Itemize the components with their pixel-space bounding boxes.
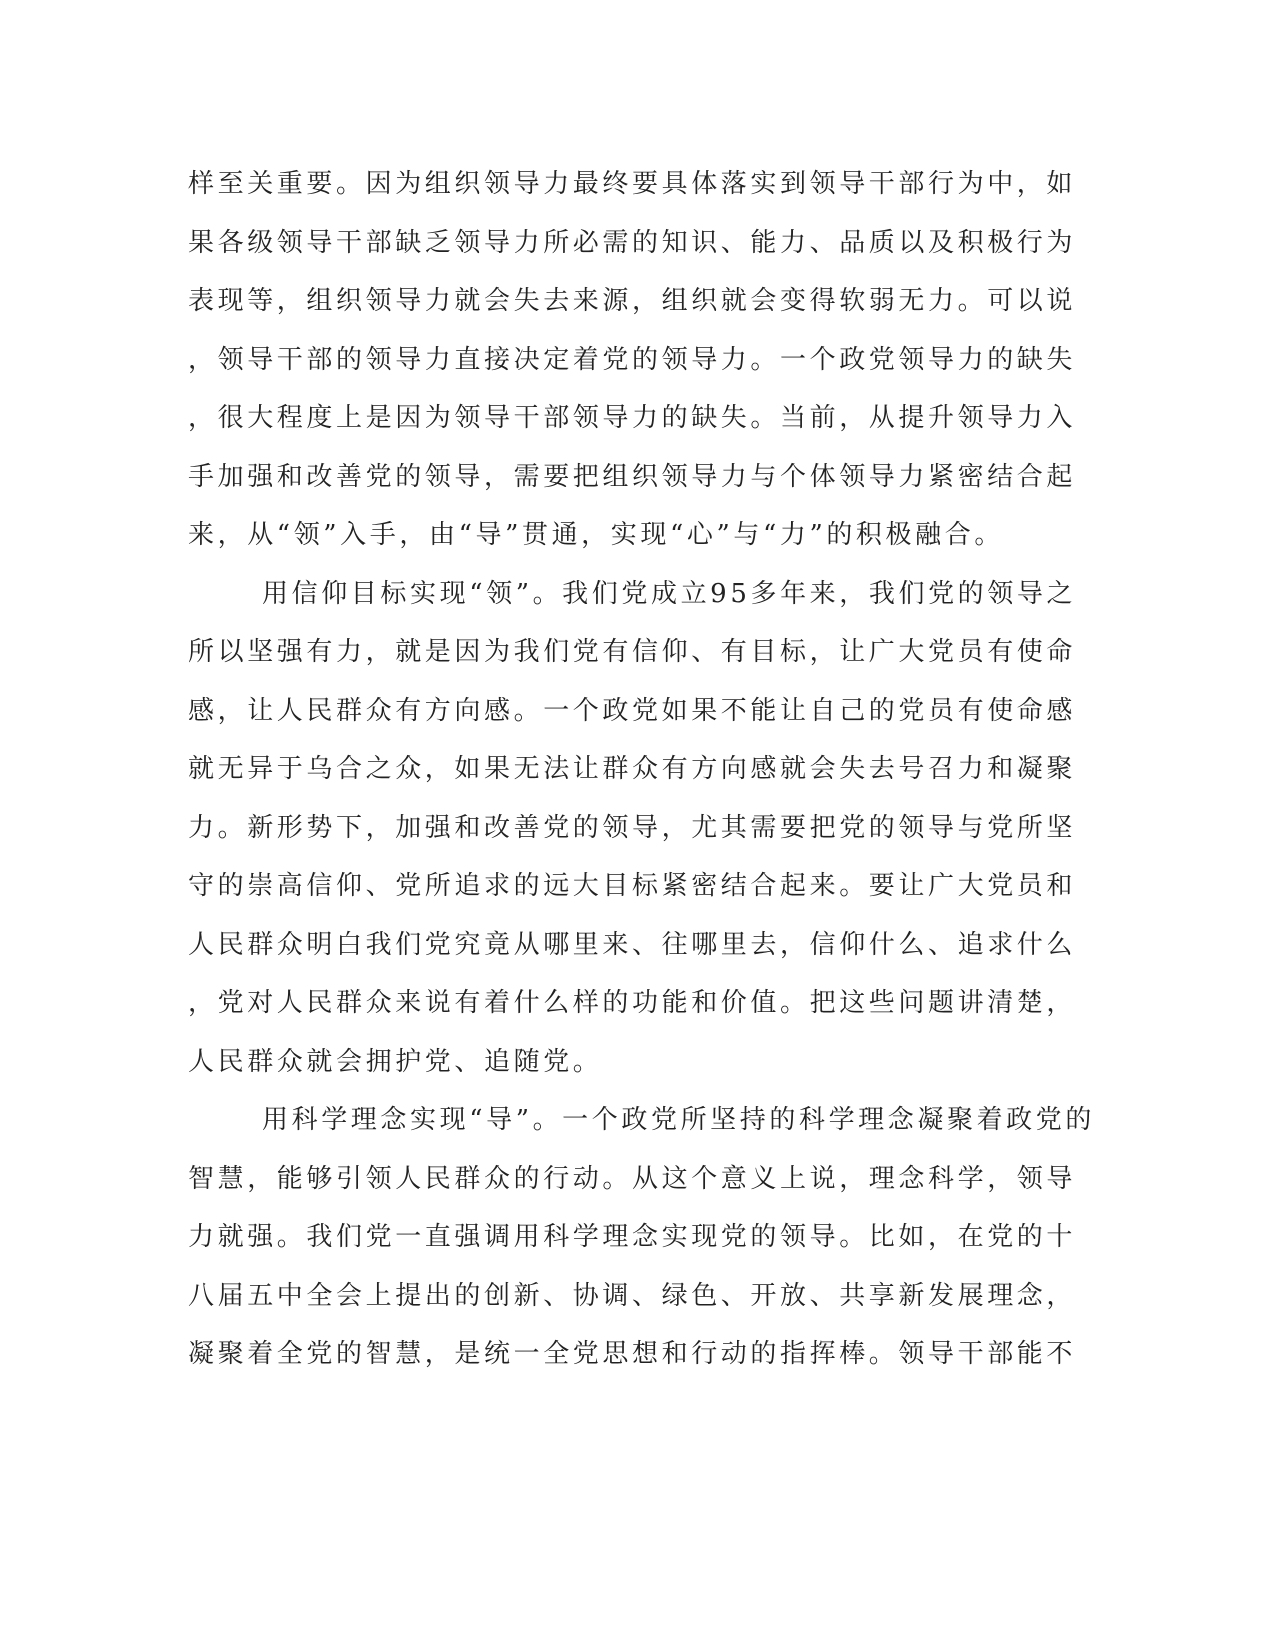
text-line: 守的崇高信仰、党所追求的远大目标紧密结合起来。要让广大党员和 [188, 871, 1077, 901]
text-line: 凝聚着全党的智慧，是统一全党思想和行动的指挥棒。领导干部能不 [188, 1339, 1077, 1369]
text-line: 表现等，组织领导力就会失去来源，组织就会变得软弱无力。可以说 [188, 286, 1077, 316]
paragraph-first-line: 用信仰目标实现“领”。我们党成立95多年来，我们党的领导之 [262, 578, 1077, 609]
text-line: 智慧，能够引领人民群众的行动。从这个意义上说，理念科学，领导 [188, 1163, 1077, 1194]
text-line: ，领导干部的领导力直接决定着党的领导力。一个政党领导力的缺失 [188, 344, 1077, 375]
text-line: 所以坚强有力，就是因为我们党有信仰、有目标，让广大党员有使命 [188, 637, 1077, 667]
text-line: 就无异于乌合之众，如果无法让群众有方向感就会失去号召力和凝聚 [188, 754, 1077, 784]
text-line: ，很大程度上是因为领导干部领导力的缺失。当前，从提升领导力入 [188, 403, 1077, 433]
text-line: 人民群众就会拥护党、追随党。 [188, 1046, 603, 1077]
text-line: 果各级领导干部缺乏领导力所必需的知识、能力、品质以及积极行为 [188, 227, 1077, 258]
text-line: 来，从“领”入手，由“导”贯通，实现“心”与“力”的积极融合。 [188, 520, 1004, 550]
text-line: 八届五中全会上提出的创新、协调、绿色、开放、共享新发展理念， [188, 1280, 1077, 1311]
text-line: 样至关重要。因为组织领导力最终要具体落实到领导干部行为中，如 [188, 169, 1077, 199]
text-line: 感，让人民群众有方向感。一个政党如果不能让自己的党员有使命感 [188, 695, 1077, 726]
text-line: 手加强和改善党的领导，需要把组织领导力与个体领导力紧密结合起 [188, 461, 1077, 492]
text-line: 力就强。我们党一直强调用科学理念实现党的领导。比如，在党的十 [188, 1222, 1077, 1252]
text-line: 人民群众明白我们党究竟从哪里来、往哪里去，信仰什么、追求什么 [188, 929, 1077, 960]
text-line: 力。新形势下，加强和改善党的领导，尤其需要把党的领导与党所坚 [188, 812, 1077, 843]
text-line: ，党对人民群众来说有着什么样的功能和价值。把这些问题讲清楚， [188, 988, 1077, 1018]
paragraph-first-line: 用科学理念实现“导”。一个政党所坚持的科学理念凝聚着政党的 [262, 1105, 1095, 1135]
body-text [188, 155, 1095, 1384]
